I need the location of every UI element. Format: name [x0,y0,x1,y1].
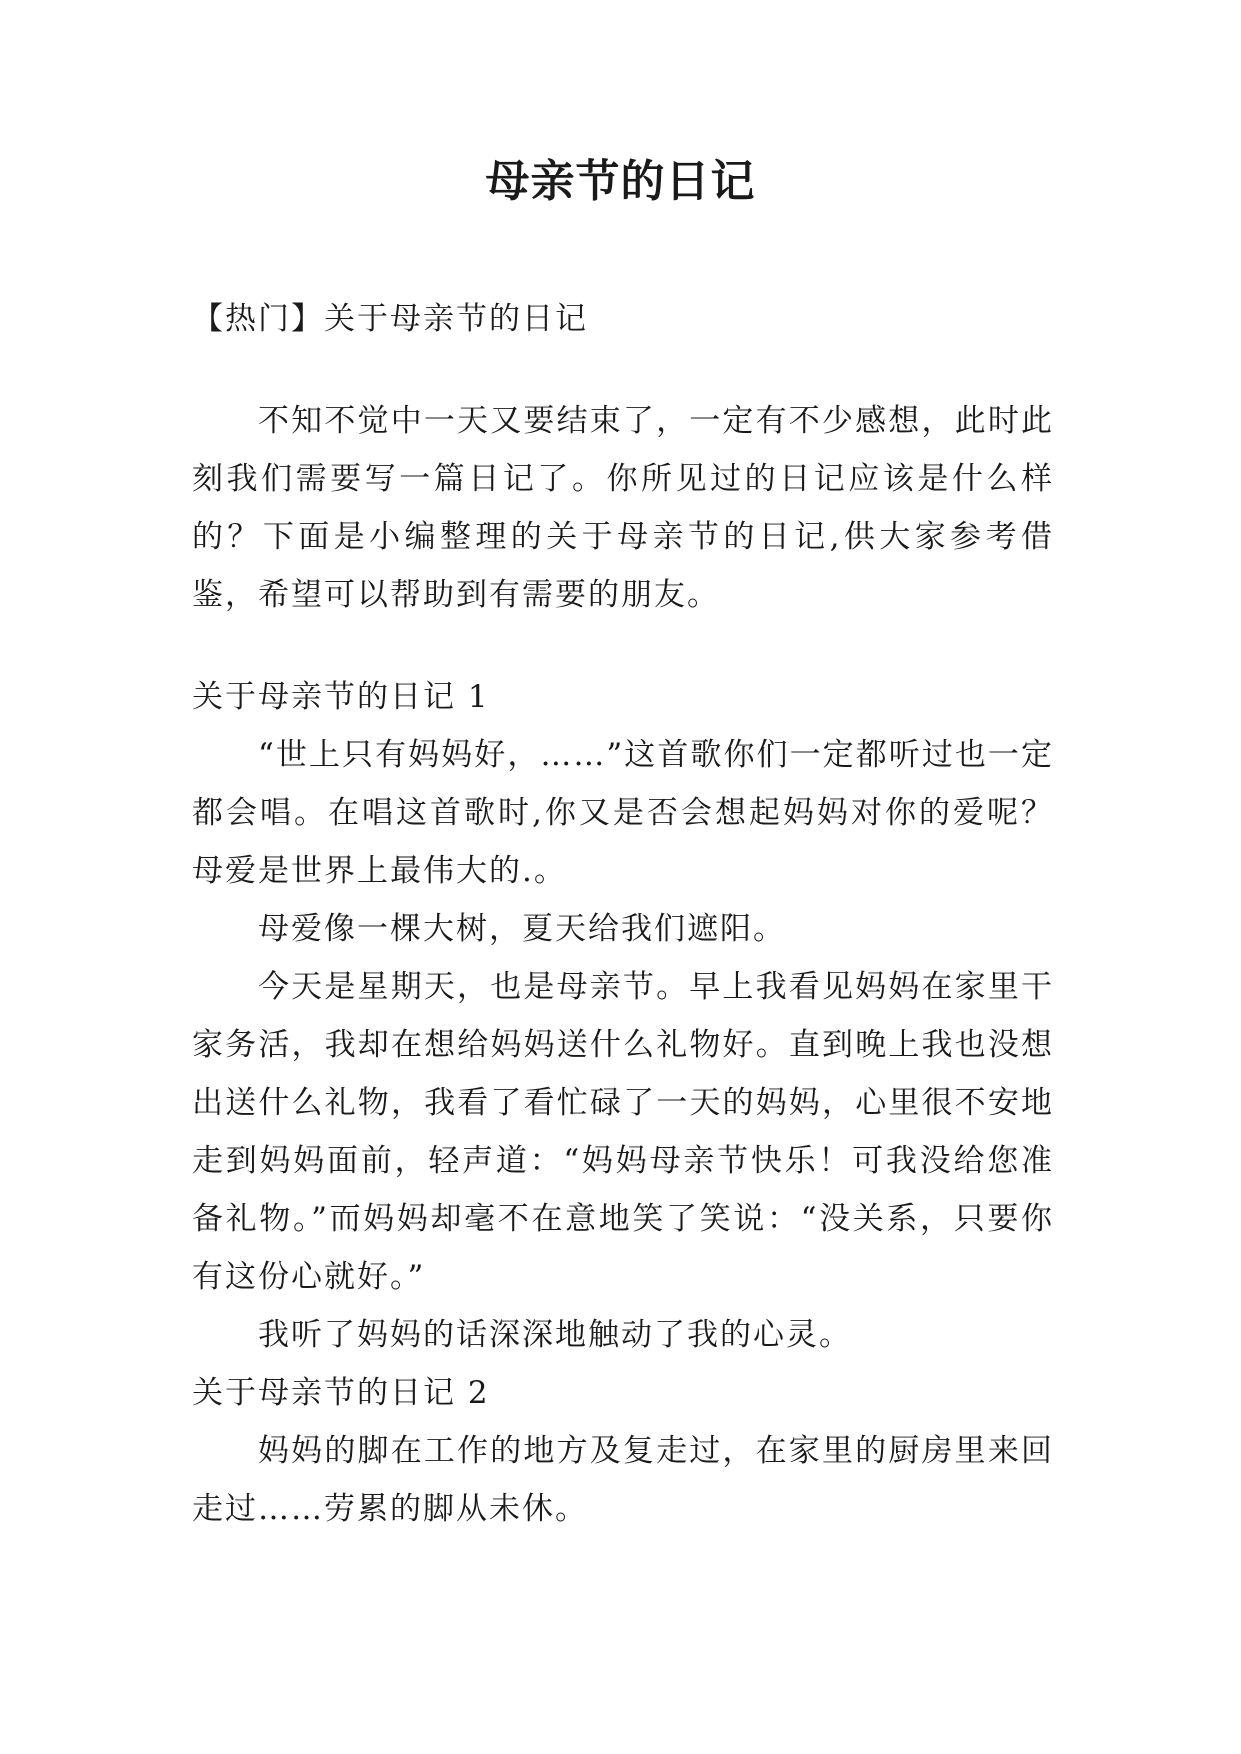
document-subtitle: 【热门】关于母亲节的日记 [192,301,588,337]
document-body [192,290,1054,1538]
section-heading-2: 关于母亲节的日记 2 [192,1375,490,1411]
intro-paragraph: 不知不觉中一天又要结束了，一定有不少感想，此时此刻我们需要写一篇日记了。你所见过的日记应该是什么样的？下面是小编整理的关于母亲节的日记,供大家参考借鉴，希望可以帮助到有需要的朋友。 [192,403,1054,613]
document-title: 母亲节的日记 [485,156,756,207]
section-1-paragraph-4: 我听了妈妈的话深深地触动了我的心灵。 [258,1317,852,1353]
section-1-paragraph-3: 今天是星期天，也是母亲节。早上我看见妈妈在家里干家务活，我却在想给妈妈送什么礼物好。直到晚上我也没想出送什么礼物，我看了看忙碌了一天的妈妈，心里很不安地走到妈妈面前，轻声道：“妈妈母亲节快乐！可我没给您准备礼物。”而妈妈却毫不在意地笑了笑说：“没关系，只要你有这份心就好。” [192,969,1054,1295]
section-heading-1: 关于母亲节的日记 1 [192,679,490,715]
section-2-paragraph-1: 妈妈的脚在工作的地方及复走过，在家里的厨房里来回走过……劳累的脚从未休。 [192,1433,1054,1527]
section-1-paragraph-2: 母爱像一棵大树，夏天给我们遮阳。 [258,911,786,947]
section-1-paragraph-1: “世上只有妈妈好，……”这首歌你们一定都听过也一定都会唱。在唱这首歌时,你又是否会想起妈妈对你的爱呢？母爱是世界上最伟大的.。 [192,737,1054,889]
